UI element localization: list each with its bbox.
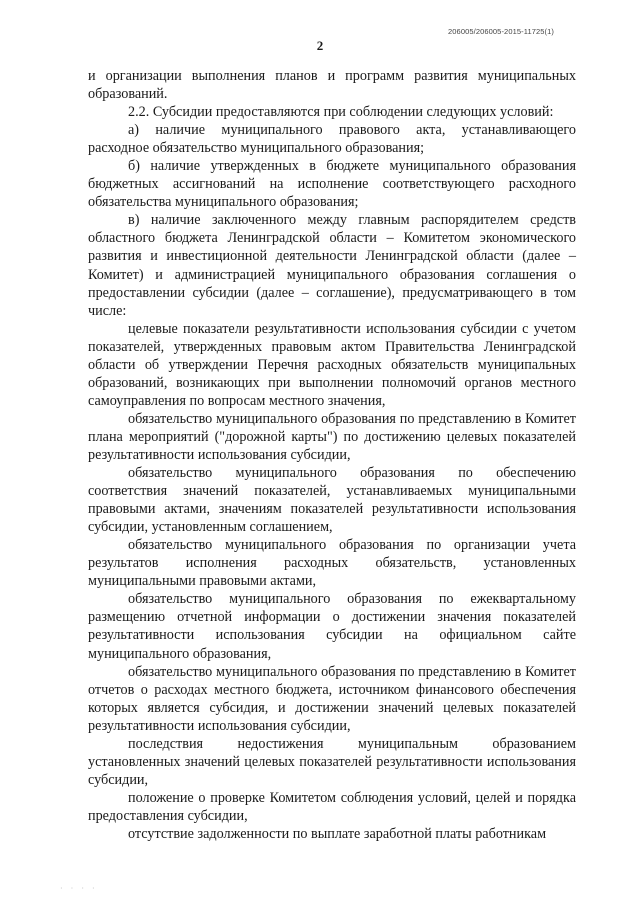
document-id: 206005/206005-2015-11725(1) — [448, 27, 554, 36]
agreement-clause-indicator-compliance: обязательство муниципального образования по обеспечению соответствия значений показателей, устанавливаемых муниципальными правовыми актами, значениям показателей результативности использования субсидии, установленным соглашением, — [88, 465, 576, 536]
agreement-clause-target-indicators: целевые показатели результативности использования субсидии с учетом показателей, утвержденных правовым актом Правительства Ленинградской области об утверждении Перечня расходных обязательств муниципальных образований, возникающих при выполнении полномочий органов местного самоуправления по вопросам местного значения, — [88, 320, 576, 409]
agreement-clause-inspection: положение о проверке Комитетом соблюдения условий, целей и порядка предоставления субсидии, — [88, 789, 576, 824]
condition-b: б) наличие утвержденных в бюджете муниципального образования бюджетных ассигнований на исполнение соответствующего расходного обязательства муниципального образования; — [88, 158, 576, 211]
paragraph-continuation: и организации выполнения планов и программ развития муниципальных образований. — [88, 68, 576, 103]
agreement-clause-roadmap: обязательство муниципального образования по представлению в Комитет плана мероприятий ("дорожной карты") по достижению целевых показателей результативности использования субсидии, — [88, 410, 576, 463]
agreement-clause-accounting: обязательство муниципального образования по организации учета результатов исполнения расходных обязательств, установленных муниципальными правовыми актами, — [88, 537, 576, 590]
condition-v: в) наличие заключенного между главным распорядителем средств областного бюджета Ленинградской области – Комитетом экономического развития и инвестиционной деятельности Ленинградской области (далее – Комитет) и администрацией муниципального образования соглашения о предоставлении субсидии (далее – соглашение), предусматривающего в том числе: — [88, 212, 576, 319]
agreement-clause-reports: обязательство муниципального образования по представлению в Комитет отчетов о расходах местного бюджета, источником финансового обеспечения которых является субсидия, и достижении значений целевых показателей результативности использования субсидии, — [88, 663, 576, 734]
document-body — [88, 67, 576, 843]
agreement-clause-consequences: последствия недостижения муниципальным образованием установленных значений целевых показателей результативности использования субсидии, — [88, 735, 576, 788]
agreement-clause-salary-arrears: отсутствие задолженности по выплате заработной платы работникам — [128, 825, 547, 842]
page-number: 2 — [316, 38, 324, 53]
condition-a: а) наличие муниципального правового акта, устанавливающего расходное обязательство муниципального образования; — [88, 122, 576, 157]
paragraph-2-2-intro: 2.2. Субсидии предоставляются при соблюдении следующих условий: — [128, 104, 554, 121]
agreement-clause-quarterly-publication: обязательство муниципального образования по ежеквартальному размещению отчетной информации о достижении значения показателей результативности использования субсидии на официальном сайте муниципального образования, — [88, 591, 576, 662]
scan-artifact: · · · · — [60, 884, 98, 893]
